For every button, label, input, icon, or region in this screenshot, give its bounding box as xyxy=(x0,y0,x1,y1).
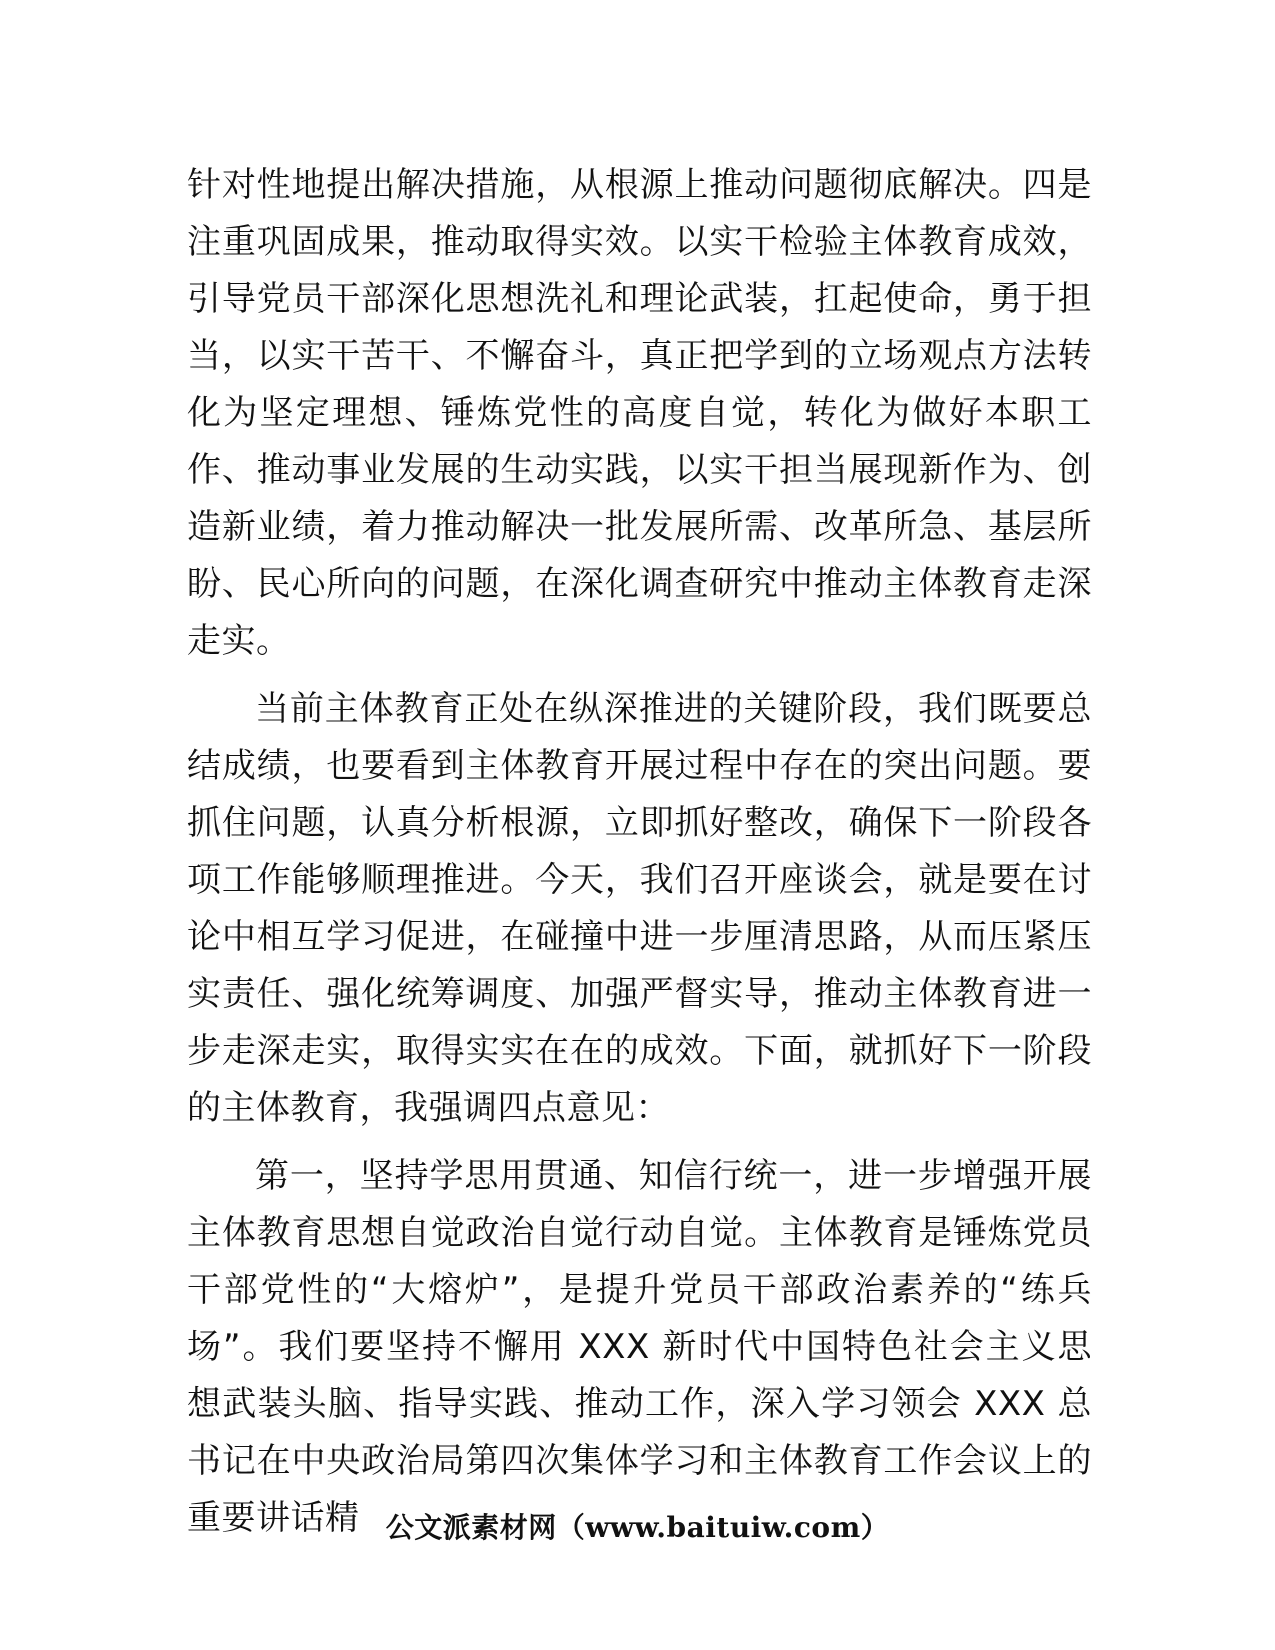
paragraph-continuation: 针对性地提出解决措施，从根源上推动问题彻底解决。四是注重巩固成果，推动取得实效。以实干检验主体教育成效，引导党员干部深化思想洗礼和理论武装，扛起使命，勇于担当，以实干苦干、不懈奋斗，真正把学到的立场观点方法转化为坚定理想、锤炼党性的高度自觉，转化为做好本职工作、推动事业发展的生动实践，以实干担当展现新作为、创造新业绩，着力推动解决一批发展所需、改革所急、基层所盼、民心所向的问题，在深化调查研究中推动主体教育走深走实。 xyxy=(187,165,1092,661)
paragraph-point-one: 第一，坚持学思用贯通、知信行统一，进一步增强开展主体教育思想自觉政治自觉行动自觉。主体教育是锤炼党员干部党性的“大熔炉”，是提升党员干部政治素养的“练兵场”。我们要坚持不懈用 XXX 新时代中国特色社会主义思想武装头脑、指导实践、推动工作，深入学习领会 XXX 总书记在中央政治局第四次集体学习和主体教育工作会议上的重要讲话精 xyxy=(187,1156,1092,1538)
paragraph-current-stage: 当前主体教育正处在纵深推进的关键阶段，我们既要总结成绩，也要看到主体教育开展过程中存在的突出问题。要抓住问题，认真分析根源，立即抓好整改，确保下一阶段各项工作能够顺理推进。今天，我们召开座谈会，就是要在讨论中相互学习促进，在碰撞中进一步厘清思路，从而压紧压实责任、强化统筹调度、加强严督实导，推动主体教育进一步走深走实，取得实实在在的成效。下面，就抓好下一阶段的主体教育，我强调四点意见： xyxy=(187,689,1092,1128)
footer-watermark: 公文派素材网（www.baituiw.com） xyxy=(385,1511,890,1544)
document-body xyxy=(187,157,1092,1547)
